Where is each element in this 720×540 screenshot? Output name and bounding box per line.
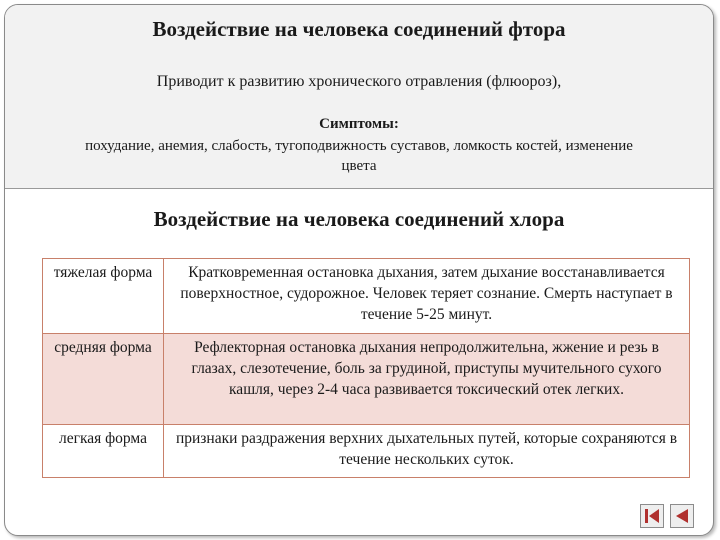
- form-name-cell: средняя форма: [43, 334, 164, 425]
- first-slide-button[interactable]: [640, 504, 664, 528]
- first-slide-icon: [641, 505, 663, 527]
- symptoms-text: похудание, анемия, слабость, тугоподвижность суставов, ломкость костей, изменение цвета: [85, 138, 633, 174]
- fluorine-subtitle: Приводит к развитию хронического отравления (флюороз),: [156, 73, 562, 90]
- fluorine-title: Воздействие на человека соединений фтора: [152, 17, 566, 41]
- chlorine-title: Воздействие на человека соединений хлора: [153, 207, 565, 231]
- form-description-cell: признаки раздражения верхних дыхательных путей, которые сохраняются в течение нескольких суток.: [164, 425, 690, 478]
- previous-slide-button[interactable]: [670, 504, 694, 528]
- symptoms-heading: Симптомы:: [319, 116, 399, 132]
- chlorine-forms-table: [42, 258, 690, 478]
- form-name-cell: легкая форма: [43, 425, 164, 478]
- table-row: [43, 425, 690, 478]
- form-description-cell: Кратковременная остановка дыхания, затем дыхание восстанавливается поверхностное, судорожное. Человек теряет сознание. Смерть наступает в течение 5-25 минут.: [164, 259, 690, 334]
- slide-frame: [4, 4, 714, 536]
- form-description-cell: Рефлекторная остановка дыхания непродолжительна, жжение и резь в глазах, слезотечение, боль за грудиной, приступы мучительного сухого кашля, через 2-4 часа развивается токсический отек легких.: [164, 334, 690, 425]
- table-row: [43, 334, 690, 425]
- table-row: [43, 259, 690, 334]
- previous-slide-icon: [671, 505, 693, 527]
- form-name-cell: тяжелая форма: [43, 259, 164, 334]
- fluorine-panel: [5, 5, 713, 189]
